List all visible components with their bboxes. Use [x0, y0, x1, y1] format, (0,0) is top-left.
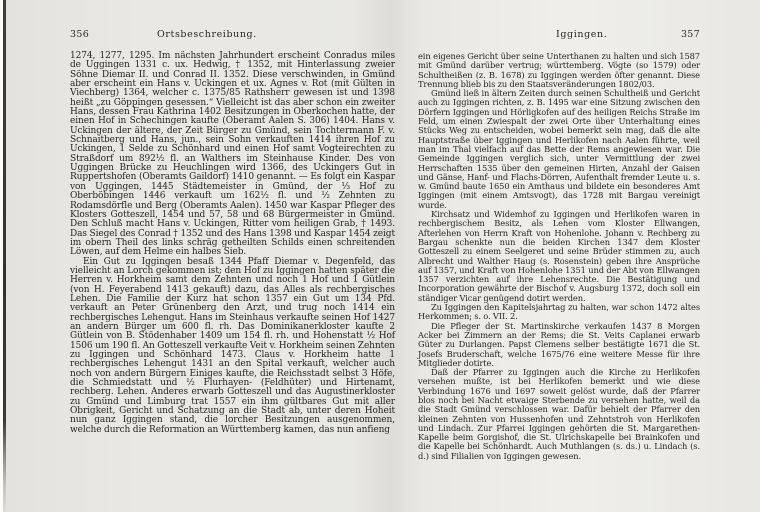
right-page-text [418, 52, 700, 461]
left-page-number: 356 [70, 29, 90, 40]
scan-edge-line [3, 0, 6, 512]
left-page [70, 29, 395, 435]
left-page-text [70, 52, 395, 435]
paragraph: Gmünd ließ in ältern Zeiten durch seinen Schultheiß und Gericht auch zu Iggingen richten, z. B. 1495 war eine Sitzung zwischen den Dörfern Iggingen und Hörligkofen auf des heiligen Reichs Straße im Feld, um einen Zwiespalt der zwei Orte über Unterhaltung eines Stücks Weg zu entscheiden, wobei bemerkt sein mag, daß die alte Hauptstraße über Iggingen und Herlikofen nach Aalen führte, weil man im Thal vielfach auf das Bette der Rems angewiesen war. Die Gemeinde Iggingen verglich sich, unter Vermittlung der zwei Herrschaften 1535 über den gemeinen Hirten, Anzahl der Gaisen und Gänse, Hanf- und Flachs-Dörren, Aufenthalt fremder Leute u. s. w. Gmünd baute 1650 ein Amthaus und bildete ein besonderes Amt Iggingen (mit einem Amtsvogt), das 1728 mit Bargau vereinigt wurde. [418, 88, 700, 210]
right-page [418, 29, 700, 461]
paragraph: 1274, 1277, 1295. Im nächsten Jahrhundert erscheint Conradus miles de Uggingen 1331 c. ux. Hedwig, † 1352, mit Hinterlassung zweier Söhne Diemar II. und Conrad II. 1352. Diese verschwinden, in Gmünd aber erscheint ein Hans v. Uckingen et ux. Agnes v. Rot (mit Gülten in Viechberg) 1364, welcher c. 1375/85 Rathsherr gewesen ist und 1398 heißt „zu Göppingen gesessen.“ Vielleicht ist das aber schon ein zweiter Hans, dessen Frau Kathrina 1402 Besitzungen in Oberkochen hatte, der einen Hof in Schechingen kaufte (Oberamt Aalen S. 306) 1404. Hans v. Uckingen der ältere, der Zeit Bürger zu Gmünd, sein Tochtermann F. v. Schnaitberg und Hans, jun., sein Sohn verkauften 1414 ihren Hof zu Uckingen, 1 Selde zu Schönhard und einen Hof samt Vogteirechten zu Straßdorf um 892½ fl. an Walthers im Steinhause Kinder. Des von Uggingen Brücke zu Heuchlingen wird 1366, des Uckingers Gut in Ruppertshofen (Oberamts Gaildorf) 1410 genannt. — Es folgt ein Kaspar von Uggingen, 1445 Städtemeister in Gmünd, der ⅓ Hof zu Oberböbingen 1446 verkauft um 162½ fl. und ½ Zehnten zu Rodamsdörfle und Berg (Oberamts Aalen). 1450 war Kaspar Pfleger des Klosters Gotteszell, 1454 und 57, 58 und 68 Bürgermeister in Gmünd. Den Schluß macht Hans v. Uckingen, Ritter vom heiligen Grab, † 1493. Das Siegel des Conrad † 1352 und des Hans 1398 und Kaspar 1454 zeigt im obern Theil des links schräg getheilten Schilds einen schreitenden Löwen, auf dem Helme ein halbes Sieb. [70, 51, 395, 258]
paragraph: Ein Gut zu Iggingen besaß 1344 Pfaff Diemar v. Degenfeld, das vielleicht an Lorch gekommen ist; den Hof zu Iggingen hatten später die Herren v. Horkheim samt dem Zehnten und noch 1 Hof und 1 Gütlein (von H. Feyerabend 1413 gekauft) dazu, das Alles als rechbergisches Lehen. Die Familie der Kurz hat schon 1357 ein Gut um 134 Pfd. verkauft an Peter Grünenberg den Arzt, und trug noch 1414 ein rechbergisches Lehengut. Hans im Steinhaus verkaufte seinen Hof 1427 an andern Bürger um 600 fl. rh. Das Dominikanerkloster kaufte 2 Gütlein von B. Stödenhaber 1409 um 154 fl. rh. und Hohenstatt ½ Hof 1506 um 190 fl. An Gotteszell verkaufte Veit v. Horkheim seinen Zehnten zu Iggingen und Schönhard 1473. Claus v. Horkheim hatte 1 rechbergisches Lehengut 1431 an den Spital verkauft, welcher auch noch von andern Bürgern Einiges kaufte, die Reichsstadt selbst 3 Höfe, die Schmiedstatt und ½ Flurhayen- (Feldhüter) und Hirtenamt, rechberg. Lehen. Anderes erwarb Gotteszell und das Augustinerkloster zu Gmünd und Limburg trat 1557 ein ihm gültbares Gut mit aller Obrigkeit, Gericht und Schatzung an die Stadt ab, unter deren Hoheit nun ganz Iggingen stand, die lorcher Besitzungen ausgenommen, welche durch die Reformation an Württemberg kamen, das nun anfieng [70, 256, 395, 435]
left-running-header: Ortsbeschreibung. [157, 29, 257, 40]
paragraph: ein eigenes Gericht über seine Unterthanen zu halten und sich 1587 mit Gmünd darüber vertrug; württemberg. Vögte (so 1579) oder Schultheißen (z. B. 1678) zu Iggingen werden öfter genannt. Diese Trennung blieb bis zu den Staatsveränderungen 1802/03. [418, 51, 700, 89]
paragraph: Zu Iggingen den Kapitelsjahrtag zu halten, war schon 1472 altes Herkommen; s. o. VII. 2. [418, 302, 700, 322]
right-page-number: 357 [680, 29, 700, 40]
paragraph: Die Pfleger der St. Martinskirche verkaufen 1437 8 Morgen Acker bei Zimmern an der Rems; die St. Veits Caplanei erwarb Güter zu Durlangen. Papst Clemens selber bestätigte 1671 die St. Josefs Bruderschaft, welche 1675/76 eine weitere Messe für ihre Mitglieder dotirte. [418, 320, 700, 368]
right-page-header [418, 29, 700, 41]
paragraph: Kirchsatz und Widemhof zu Iggingen und Herlikofen waren in rechbergischem Besitz, als Lehen vom Kloster Ellwangen, Afterlehen von Herrn Kraft von Hohenlohe. Johann v. Rechberg zu Bargau schenkte nun die beiden Kirchen 1347 dem Kloster Gotteszell zu einem Seelgeret und seine Brüder stimmen zu, auch Albrecht und Walther Haug (s. Rosenstein) geben ihre Ansprüche auf 1357, und Kraft von Hohenlohe 1351 und der Abt von Ellwangen 1357 verzichten auf ihre Lehensrechte. Die Bestätigung und Incorporation gewährte der Bischof v. Augsburg 1372, doch soll ein ständiger Vicar genügend dotirt werden. [418, 209, 700, 303]
right-running-header: Iggingen. [556, 29, 608, 40]
paragraph: Daß der Pfarrer zu Iggingen auch die Kirche zu Herlikofen versehen mußte, ist bei Herlikofen bemerkt und wie diese Verbindung 1676 und 1697 soweit gelöst wurde, daß der Pfarrer blos noch bei Nacht etwaige Sterbende zu versehen hatte, weil da die Stadt Gmünd verschlossen war. Dafür behielt der Pfarrer den kleinen Zehnten von Hussenhofen und Zehntstroh von Herlikofen und Lindach. Zur Pfarrei Iggingen gehörten die St. Margarethen-Kapelle beim Gorgishof, die St. Ulrichskapelle bei Brainkofen und die Kapelle bei Schönhardt. Auch Muthlangen (s. ds.) u. Lindach (s. d.) sind Filialien von Iggingen gewesen. [418, 367, 700, 461]
left-page-header [70, 29, 395, 41]
